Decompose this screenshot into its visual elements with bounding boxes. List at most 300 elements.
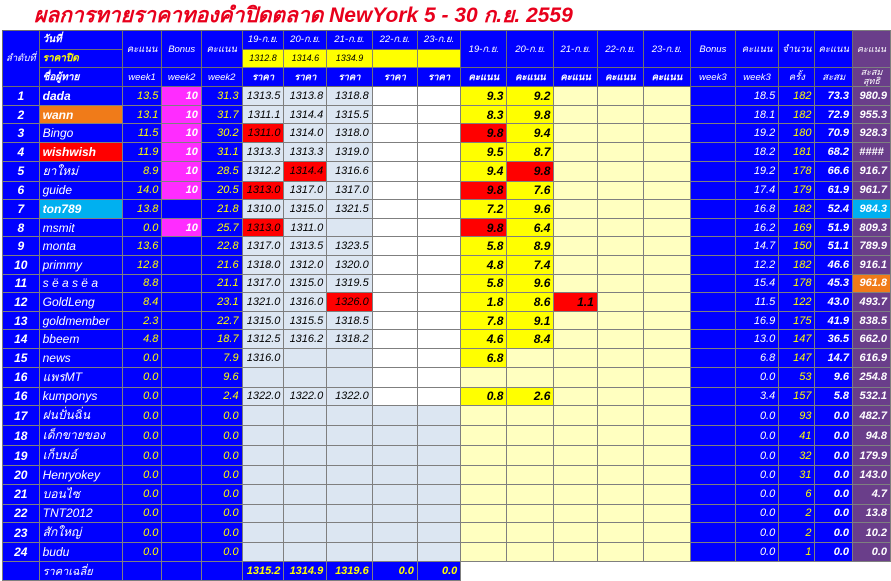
row-price-2: 1320.0 [327,255,373,274]
row-score-0 [461,367,507,387]
row-score-1 [507,426,554,446]
row-score-2 [554,200,597,219]
row-total: 0.0 [815,466,853,485]
row-net-total: 955.3 [853,105,891,124]
header-score-label-1: คะแนน [507,68,554,87]
row-week3-score: 18.2 [735,142,778,161]
row-week2-score: 0.0 [201,523,242,543]
header-total-bot: สะสม [815,68,853,87]
row-net-total: 254.8 [853,367,891,387]
row-price-2 [327,446,373,466]
row-count: 32 [779,446,815,466]
row-count: 41 [779,426,815,446]
table-row [3,293,891,312]
row-score-4 [643,200,690,219]
table-row [3,330,891,349]
row-score-3 [597,504,643,523]
row-count: 93 [779,406,815,426]
row-week2-score: 0.0 [201,543,242,562]
row-score-1: 9.8 [507,161,554,181]
row-score-1: 7.6 [507,181,554,200]
table-row [3,237,891,256]
row-score-3 [597,237,643,256]
row-score-2 [554,124,597,143]
row-price-3 [372,255,417,274]
row-score-4 [643,330,690,349]
row-bonus2 [162,367,201,387]
row-score-3 [597,218,643,237]
row-price-4 [417,161,460,181]
row-score-1: 9.6 [507,274,554,293]
row-score-3 [597,161,643,181]
row-net-total: 10.2 [853,523,891,543]
row-week3-score: 0.0 [735,367,778,387]
row-week3-score: 13.0 [735,330,778,349]
row-score-2 [554,161,597,181]
row-rank: 6 [3,181,40,200]
row-price-1: 1317.0 [284,181,327,200]
row-score-4 [643,218,690,237]
row-score-2 [554,504,597,523]
row-price-2 [327,543,373,562]
row-count: 31 [779,466,815,485]
page-title: ผลการทายราคาทองคำปิดตลาด NewYork 5 - 30 ก.ย. 2559 [34,4,573,27]
table-row [3,446,891,466]
row-week2-score: 31.3 [201,87,242,106]
row-score-3 [597,348,643,367]
row-price-4 [417,218,460,237]
row-price-4 [417,466,460,485]
row-price-0: 1313.3 [242,142,284,161]
row-week1-score: 13.6 [122,237,162,256]
row-price-4 [417,200,460,219]
row-score-1 [507,543,554,562]
row-price-2 [327,426,373,446]
row-rank: 20 [3,466,40,485]
header-price-label-4: ราคา [417,68,460,87]
row-bonus3 [690,543,735,562]
row-price-4 [417,274,460,293]
table-row [3,348,891,367]
row-name: สักใหญ่ [39,523,122,543]
row-score-2 [554,367,597,387]
row-week1-score: 0.0 [122,466,162,485]
header-close-price-4 [417,49,460,68]
row-bonus2 [162,237,201,256]
row-week3-score: 0.0 [735,466,778,485]
row-name: เก็บมอ์ [39,446,122,466]
row-bonus3 [690,105,735,124]
row-price-4 [417,426,460,446]
row-bonus2 [162,274,201,293]
row-score-1 [507,348,554,367]
row-score-0 [461,466,507,485]
row-net-total: 94.8 [853,426,891,446]
row-week3-score: 17.4 [735,181,778,200]
row-price-4 [417,484,460,504]
row-total: 72.9 [815,105,853,124]
row-price-2: 1315.5 [327,105,373,124]
row-bonus2 [162,406,201,426]
row-price-3 [372,367,417,387]
row-score-2 [554,446,597,466]
row-price-4 [417,255,460,274]
row-count: 53 [779,367,815,387]
row-price-1: 1315.0 [284,274,327,293]
row-price-1 [284,504,327,523]
row-total: 61.9 [815,181,853,200]
row-price-1: 1316.0 [284,293,327,312]
header-close-label: ราคาปิด [39,49,122,68]
row-bonus3 [690,181,735,200]
row-score-4 [643,484,690,504]
row-score-2 [554,484,597,504]
header-close-price-3 [372,49,417,68]
row-bonus2 [162,387,201,406]
row-score-1: 6.4 [507,218,554,237]
row-score-1: 9.6 [507,200,554,219]
row-score-4 [643,237,690,256]
header-close-price-2: 1334.9 [327,49,373,68]
header-date-label: วันที่ [39,31,122,50]
row-price-3 [372,484,417,504]
row-price-4 [417,367,460,387]
row-bonus2: 10 [162,181,201,200]
row-score-2 [554,387,597,406]
row-score-1 [507,446,554,466]
row-score-2 [554,237,597,256]
row-score-3 [597,274,643,293]
row-rank: 16 [3,367,40,387]
row-bonus2 [162,466,201,485]
header-week2-bot: week2 [201,68,242,87]
row-score-4 [643,105,690,124]
row-score-0: 9.4 [461,161,507,181]
row-bonus2 [162,293,201,312]
row-bonus2: 10 [162,124,201,143]
row-name: TNT2012 [39,504,122,523]
row-price-2 [327,523,373,543]
row-price-0 [242,523,284,543]
row-score-2 [554,406,597,426]
row-score-0: 9.8 [461,181,507,200]
row-net-total: 13.8 [853,504,891,523]
row-price-0 [242,446,284,466]
row-net-total: 0.0 [853,543,891,562]
row-bonus2 [162,543,201,562]
row-week3-score: 6.8 [735,348,778,367]
row-score-0 [461,426,507,446]
row-net-total: 482.7 [853,406,891,426]
row-week1-score: 0.0 [122,218,162,237]
row-week1-score: 13.5 [122,87,162,106]
row-bonus3 [690,311,735,330]
row-name: s ë a s ë a [39,274,122,293]
row-total: 0.0 [815,426,853,446]
row-count: 150 [779,237,815,256]
row-total: 70.9 [815,124,853,143]
row-bonus2 [162,484,201,504]
row-week3-score: 19.2 [735,124,778,143]
row-name: primmy [39,255,122,274]
table-row [3,274,891,293]
table-row [3,543,891,562]
row-bonus3 [690,387,735,406]
row-name: แพรMT [39,367,122,387]
row-price-2 [327,484,373,504]
row-week1-score: 2.3 [122,311,162,330]
row-week1-score: 0.0 [122,406,162,426]
row-bonus3 [690,274,735,293]
row-rank: 3 [3,124,40,143]
row-price-3 [372,330,417,349]
row-score-1: 8.7 [507,142,554,161]
row-bonus3 [690,504,735,523]
row-bonus3 [690,161,735,181]
row-price-1 [284,348,327,367]
row-total: 0.0 [815,446,853,466]
row-rank: 2 [3,105,40,124]
row-price-0: 1312.5 [242,330,284,349]
row-bonus3 [690,218,735,237]
row-total: 14.7 [815,348,853,367]
row-total: 46.6 [815,255,853,274]
row-price-0: 1322.0 [242,387,284,406]
row-price-4 [417,523,460,543]
row-count: 147 [779,330,815,349]
row-week2-score: 30.2 [201,124,242,143]
row-total: 0.0 [815,504,853,523]
row-score-1: 9.8 [507,105,554,124]
row-price-1: 1315.5 [284,311,327,330]
row-score-2 [554,87,597,106]
row-score-3 [597,293,643,312]
row-bonus2 [162,523,201,543]
row-name: monta [39,237,122,256]
row-price-2: 1319.5 [327,274,373,293]
row-price-2: 1318.2 [327,330,373,349]
row-week2-score: 0.0 [201,406,242,426]
row-net-total: 616.9 [853,348,891,367]
row-name: Henryokey [39,466,122,485]
header-week1-top: คะแนน [122,31,162,68]
row-price-1 [284,426,327,446]
row-name: บอนไซ [39,484,122,504]
row-price-2 [327,348,373,367]
row-bonus3 [690,466,735,485]
header-price-label-2: ราคา [327,68,373,87]
row-score-3 [597,367,643,387]
row-price-0 [242,543,284,562]
row-week1-score: 0.0 [122,504,162,523]
row-score-4 [643,426,690,446]
row-week3-score: 0.0 [735,406,778,426]
row-bonus3 [690,124,735,143]
table-row [3,523,891,543]
row-score-4 [643,523,690,543]
row-week1-score: 8.4 [122,293,162,312]
row-total: 51.1 [815,237,853,256]
row-net-total: 789.9 [853,237,891,256]
header-score-date-3: 22-ก.ย. [597,31,643,68]
row-net-total: 961.7 [853,181,891,200]
row-score-3 [597,181,643,200]
row-bonus2 [162,348,201,367]
row-week1-score: 0.0 [122,367,162,387]
row-bonus3 [690,367,735,387]
row-score-4 [643,124,690,143]
row-total: 43.0 [815,293,853,312]
row-price-3 [372,274,417,293]
row-name: bbeem [39,330,122,349]
row-price-3 [372,293,417,312]
row-total: 45.3 [815,274,853,293]
table-row [3,311,891,330]
row-bonus3 [690,255,735,274]
row-price-2: 1318.8 [327,87,373,106]
row-bonus3 [690,293,735,312]
row-score-1: 9.4 [507,124,554,143]
footer-blank [461,561,891,580]
row-price-2: 1326.0 [327,293,373,312]
row-price-1: 1312.0 [284,255,327,274]
row-rank: 8 [3,218,40,237]
row-net-total: 838.5 [853,311,891,330]
row-week1-score: 0.0 [122,446,162,466]
header-price-date-3: 22-ก.ย. [372,31,417,50]
row-week3-score: 3.4 [735,387,778,406]
row-score-3 [597,426,643,446]
row-bonus2: 10 [162,161,201,181]
row-score-3 [597,406,643,426]
row-week1-score: 0.0 [122,543,162,562]
row-score-2 [554,523,597,543]
row-net-total: 916.1 [853,255,891,274]
row-score-0: 5.8 [461,274,507,293]
row-bonus2 [162,426,201,446]
row-name: GoldLeng [39,293,122,312]
table-row [3,504,891,523]
row-count: 181 [779,142,815,161]
row-week2-score: 22.7 [201,311,242,330]
header-close-price-1: 1314.6 [284,49,327,68]
row-week3-score: 18.1 [735,105,778,124]
table-row [3,406,891,426]
header-score-date-0: 19-ก.ย. [461,31,507,68]
row-score-0: 9.8 [461,124,507,143]
header-bonus3-top: Bonus [690,31,735,68]
table-row [3,255,891,274]
row-score-0 [461,446,507,466]
row-week1-score: 14.0 [122,181,162,200]
table-row [3,466,891,485]
row-week1-score: 0.0 [122,387,162,406]
row-price-4 [417,124,460,143]
row-total: 0.0 [815,406,853,426]
row-price-2 [327,367,373,387]
row-score-4 [643,87,690,106]
row-week1-score: 0.0 [122,348,162,367]
row-week2-score: 21.1 [201,274,242,293]
row-week3-score: 11.5 [735,293,778,312]
row-price-3 [372,426,417,446]
row-score-4 [643,348,690,367]
row-rank: 10 [3,255,40,274]
row-total: 0.0 [815,523,853,543]
row-name: Bingo [39,124,122,143]
row-score-1 [507,367,554,387]
table-row [3,200,891,219]
row-score-0 [461,406,507,426]
row-week1-score: 13.8 [122,200,162,219]
row-price-2 [327,504,373,523]
row-score-0: 1.8 [461,293,507,312]
row-name: guide [39,181,122,200]
row-price-1 [284,367,327,387]
row-week2-score: 0.0 [201,484,242,504]
row-price-1: 1322.0 [284,387,327,406]
row-price-2: 1322.0 [327,387,373,406]
header-bonus2-bot: week2 [162,68,201,87]
row-score-3 [597,124,643,143]
row-week3-score: 12.2 [735,255,778,274]
row-price-0: 1311.0 [242,124,284,143]
footer-empty [201,561,242,580]
table-row [3,161,891,181]
row-week3-score: 15.4 [735,274,778,293]
row-total: 52.4 [815,200,853,219]
row-week3-score: 16.9 [735,311,778,330]
row-price-3 [372,406,417,426]
row-score-4 [643,504,690,523]
row-week1-score: 13.1 [122,105,162,124]
row-net-total: 961.8 [853,274,891,293]
row-price-4 [417,348,460,367]
footer-avg-price-2: 1319.6 [327,561,373,580]
row-price-0: 1313.5 [242,87,284,106]
table-row [3,484,891,504]
row-price-3 [372,446,417,466]
row-count: 2 [779,504,815,523]
row-week1-score: 8.9 [122,161,162,181]
header-price-label-1: ราคา [284,68,327,87]
header-close-price-0: 1312.8 [242,49,284,68]
row-price-4 [417,406,460,426]
header-score-date-1: 20-ก.ย. [507,31,554,68]
row-price-3 [372,466,417,485]
row-score-4 [643,274,690,293]
row-score-4 [643,406,690,426]
row-bonus2 [162,255,201,274]
row-score-4 [643,311,690,330]
row-rank: 12 [3,293,40,312]
row-rank: 24 [3,543,40,562]
row-net-total: 662.0 [853,330,891,349]
row-week1-score: 0.0 [122,523,162,543]
row-rank: 16 [3,387,40,406]
row-score-3 [597,387,643,406]
row-week3-score: 0.0 [735,504,778,523]
row-score-3 [597,484,643,504]
row-price-0 [242,504,284,523]
row-bonus3 [690,523,735,543]
row-score-2 [554,142,597,161]
row-score-4 [643,161,690,181]
row-count: 147 [779,348,815,367]
row-net-total: 4.7 [853,484,891,504]
row-price-4 [417,504,460,523]
row-score-2 [554,181,597,200]
